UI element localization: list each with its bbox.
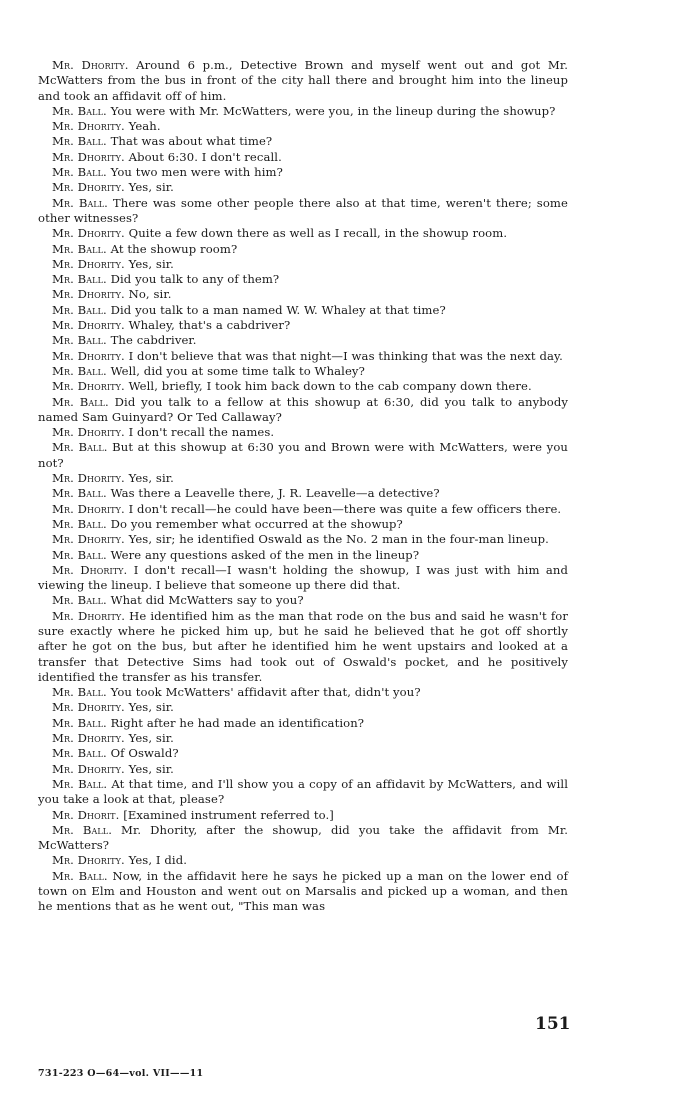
testimony-paragraph xyxy=(38,272,568,287)
speaker-label: Mr. Ball. xyxy=(52,302,107,317)
speaker-label: Mr. Dhority. xyxy=(52,761,125,776)
speech-text: There was some other people there also at that time, weren't there; some other witnesses? xyxy=(38,195,568,225)
speaker-label: Mr. Dhority. xyxy=(52,180,125,195)
speech-text: Whaley, that's a cabdriver? xyxy=(128,318,291,333)
speech-text: Right after he had made an identification? xyxy=(110,715,365,730)
speech-text: Was there a Leavelle there, J. R. Leavelle—a detective? xyxy=(110,486,440,501)
speech-text: I don't recall—he could have been—there was quite a few officers there. xyxy=(128,501,562,516)
speech-text: Quite a few down there as well as I recall, in the showup room. xyxy=(128,226,508,241)
speaker-label: Mr. Dhority. xyxy=(52,379,125,394)
speech-text: What did McWatters say to you? xyxy=(110,593,304,608)
testimony-paragraph xyxy=(38,180,568,195)
speech-text: I don't believe that was that night—I was thinking that was the next day. xyxy=(128,348,563,363)
testimony-paragraph xyxy=(38,119,568,134)
speech-text: Yes, sir. xyxy=(128,700,174,715)
speaker-label: Mr. Dhority. xyxy=(52,58,129,72)
speech-text: Yes, sir. xyxy=(128,180,174,195)
speech-text: You two men were with him? xyxy=(110,165,283,180)
speaker-label: Mr. Ball. xyxy=(52,516,107,531)
speech-text: At that time, and I'll show you a copy of an affidavit by McWatters, and will you take a look at that, please? xyxy=(38,776,569,807)
testimony-paragraph xyxy=(38,808,568,823)
speaker-label: Mr. Dhority. xyxy=(52,608,126,623)
speaker-label: Mr. Dhority. xyxy=(52,226,125,241)
testimony-paragraph xyxy=(38,440,568,471)
speech-text: Around 6 p.m., Detective Brown and myself went out and got Mr. McWatters from the bus in front of the city hall there and brought him into the lineup and took an affidavit off of him. xyxy=(38,58,568,103)
speech-text: I don't recall—I wasn't holding the showup, I was just with him and viewing the lineup. I believe that someone up there did that. xyxy=(38,562,568,593)
testimony-paragraph xyxy=(38,150,568,165)
testimony-paragraph xyxy=(38,716,568,731)
speaker-label: Mr. Ball. xyxy=(52,822,112,837)
speech-text: He identified him as the man that rode on the bus and said he wasn't for sure exactly where he picked him up, but he said he believed that he got off shortly after he got on the bus, but after he identified him he went upstairs and looked at a transfer that Detective Sims had took out of Oswald's pocket, and he positively identified the transfer as his transfer. xyxy=(38,608,568,684)
speech-text: You took McWatters' affidavit after that, didn't you? xyxy=(110,685,421,700)
speaker-label: Mr. Dhority. xyxy=(52,471,125,486)
speaker-label: Mr. Dhorit. xyxy=(52,807,120,822)
transcript-body xyxy=(38,58,568,915)
testimony-paragraph xyxy=(38,746,568,761)
page-number: 151 xyxy=(535,1014,571,1034)
speech-text: Of Oswald? xyxy=(110,746,179,761)
speaker-label: Mr. Ball. xyxy=(52,241,107,256)
testimony-paragraph xyxy=(38,134,568,149)
speaker-label: Mr. Ball. xyxy=(52,746,107,761)
testimony-paragraph xyxy=(38,700,568,715)
speech-text: Mr. Dhority, after the showup, did you take the affidavit from Mr. McWatters? xyxy=(38,822,568,853)
speech-text: Now, in the affidavit here he says he picked up a man on the lower end of town on Elm and Houston and went out on Marsalis and picked up a woman, and then he mentions that as he went out, "This man was xyxy=(38,868,568,914)
speaker-label: Mr. Ball. xyxy=(52,165,107,180)
testimony-paragraph xyxy=(38,823,568,854)
speech-text: Yes, I did. xyxy=(128,853,188,868)
speaker-label: Mr. Ball. xyxy=(52,715,107,730)
speech-text: Were any questions asked of the men in the lineup? xyxy=(110,547,420,562)
speaker-label: Mr. Dhority. xyxy=(52,287,125,302)
speech-text: No, sir. xyxy=(128,287,172,302)
speech-text: Yes, sir. xyxy=(128,731,174,746)
speaker-label: Mr. Dhority. xyxy=(52,348,125,363)
speech-text: The cabdriver. xyxy=(110,333,197,348)
speech-text: At the showup room? xyxy=(110,241,238,256)
testimony-paragraph xyxy=(38,486,568,501)
testimony-paragraph xyxy=(38,471,568,486)
speech-text: [Examined instrument referred to.] xyxy=(123,807,334,822)
speaker-label: Mr. Ball. xyxy=(52,103,107,118)
testimony-paragraph xyxy=(38,364,568,379)
speech-text: But at this showup at 6:30 you and Brown were with McWatters, were you not? xyxy=(38,440,568,470)
testimony-paragraph xyxy=(38,517,568,532)
testimony-paragraph xyxy=(38,762,568,777)
speech-text: Yes, sir. xyxy=(128,471,174,486)
testimony-paragraph xyxy=(38,318,568,333)
speaker-label: Mr. Ball. xyxy=(52,272,107,287)
speaker-label: Mr. Dhority. xyxy=(52,532,125,547)
testimony-paragraph xyxy=(38,165,568,180)
testimony-paragraph xyxy=(38,869,568,915)
testimony-paragraph xyxy=(38,287,568,302)
speech-text: Yeah. xyxy=(128,119,161,134)
speech-text: Did you talk to a man named W. W. Whaley at that time? xyxy=(110,302,446,317)
speech-text: Yes, sir; he identified Oswald as the No. 2 man in the four-man lineup. xyxy=(128,532,549,547)
speaker-label: Mr. Ball. xyxy=(52,195,108,210)
speaker-label: Mr. Ball. xyxy=(52,593,107,608)
speech-text: I don't recall the names. xyxy=(128,425,275,440)
testimony-paragraph xyxy=(38,777,568,808)
testimony-paragraph xyxy=(38,853,568,868)
speaker-label: Mr. Dhority. xyxy=(52,149,125,164)
testimony-paragraph xyxy=(38,257,568,272)
speech-text: Well, briefly, I took him back down to the cab company down there. xyxy=(128,379,532,394)
testimony-paragraph xyxy=(38,303,568,318)
testimony-paragraph xyxy=(38,333,568,348)
testimony-paragraph xyxy=(38,242,568,257)
speech-text: Did you talk to any of them? xyxy=(110,272,280,287)
speech-text: Yes, sir. xyxy=(128,761,174,776)
testimony-paragraph xyxy=(38,226,568,241)
speaker-label: Mr. Dhority. xyxy=(52,501,125,516)
print-footer: 731-223 O—64—vol. VII——11 xyxy=(38,1068,204,1079)
speech-text: Yes, sir. xyxy=(128,256,174,271)
testimony-paragraph xyxy=(38,685,568,700)
speaker-label: Mr. Ball. xyxy=(52,363,107,378)
speaker-label: Mr. Ball. xyxy=(52,685,107,700)
speaker-label: Mr. Ball. xyxy=(52,333,107,348)
testimony-paragraph xyxy=(38,609,568,685)
speech-text: Do you remember what occurred at the showup? xyxy=(110,516,403,531)
testimony-paragraph xyxy=(38,593,568,608)
speaker-label: Mr. Ball. xyxy=(52,486,107,501)
testimony-paragraph xyxy=(38,548,568,563)
speaker-label: Mr. Dhority. xyxy=(52,562,128,577)
speaker-label: Mr. Dhority. xyxy=(52,731,125,746)
speaker-label: Mr. Ball. xyxy=(52,868,108,883)
speaker-label: Mr. Ball. xyxy=(52,134,107,149)
speech-text: You were with Mr. McWatters, were you, in the lineup during the showup? xyxy=(110,103,556,118)
testimony-paragraph xyxy=(38,502,568,517)
speaker-label: Mr. Dhority. xyxy=(52,256,125,271)
speech-text: That was about what time? xyxy=(110,134,273,149)
testimony-paragraph xyxy=(38,58,568,104)
speaker-label: Mr. Dhority. xyxy=(52,119,125,134)
testimony-paragraph xyxy=(38,731,568,746)
testimony-paragraph xyxy=(38,379,568,394)
speaker-label: Mr. Ball. xyxy=(52,440,108,455)
testimony-paragraph xyxy=(38,532,568,547)
speaker-label: Mr. Ball. xyxy=(52,776,108,791)
speaker-label: Mr. Dhority. xyxy=(52,700,125,715)
speech-text: Did you talk to a fellow at this showup at 6:30, did you talk to anybody named Sam Guinyard? Or Ted Callaway? xyxy=(38,394,568,424)
testimony-paragraph xyxy=(38,104,568,119)
speech-text: About 6:30. I don't recall. xyxy=(128,149,282,164)
speech-text: Well, did you at some time talk to Whaley? xyxy=(110,363,365,378)
speaker-label: Mr. Ball. xyxy=(52,547,107,562)
testimony-paragraph xyxy=(38,425,568,440)
testimony-paragraph xyxy=(38,563,568,594)
speaker-label: Mr. Dhority. xyxy=(52,425,125,440)
testimony-paragraph xyxy=(38,395,568,426)
speaker-label: Mr. Ball. xyxy=(52,394,109,409)
testimony-paragraph xyxy=(38,349,568,364)
speaker-label: Mr. Dhority. xyxy=(52,318,125,333)
speaker-label: Mr. Dhority. xyxy=(52,853,125,868)
testimony-paragraph xyxy=(38,196,568,227)
